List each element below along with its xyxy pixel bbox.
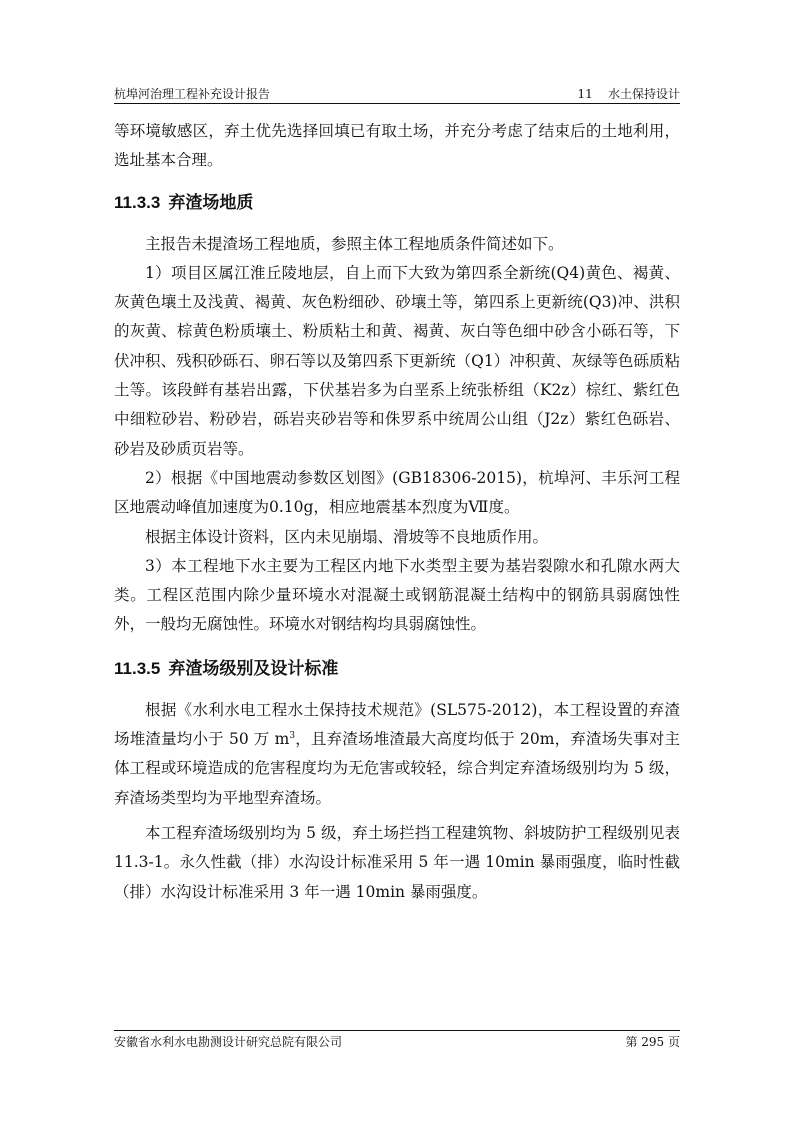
header-report-title: 杭埠河治理工程补充设计报告 [114, 87, 271, 101]
footer-page-number: 第 295 页 [625, 1035, 680, 1049]
paragraph: 1）项目区属江淮丘陵地层，自上而下大致为第四系全新统(Q4)黄色、褐黄、灰黄色壤土及浅黄、褐黄、灰色粉细砂、砂壤土等，第四系上更新统(Q3)冲、洪积的灰黄、棕黄色粉质壤土、粉质粘土和黄、褐黄、灰白等色细中砂含小砾石等，下伏冲积、残积砂砾石、卵石等以及第四系下更新统（Q1）冲积黄、灰绿等色砾质粘土等。该段鲜有基岩出露，下伏基岩多为白垩系上统张桥组（K2z）棕红、紫红色中细粒砂岩、粉砂岩，砾岩夹砂岩等和侏罗系中统周公山组（J2z）紫红色砾岩、砂岩及砂质页岩等。 [114, 263, 680, 458]
section-number: 11.3.3 [114, 192, 161, 212]
page-body [114, 117, 680, 907]
page-footer [114, 1033, 680, 1050]
header-chapter-title: 11 水土保持设计 [577, 87, 680, 101]
section-title: 弃渣场地质 [168, 192, 254, 213]
section-heading-11-3-3 [114, 190, 680, 216]
intro-paragraph: 等环境敏感区，弃土优先选择回填已有取土场，并充分考虑了结束后的土地利用，选址基本合理。 [114, 122, 680, 170]
paragraph-text: ，且弃渣场堆渣最大高度均低于 20m，弃渣场失事对主体工程或环境造成的危害程度均为无危害或较轻，综合判定弃渣场级别均为 5 级，弃渣场类型均为平地型弃渣场。 [114, 730, 680, 807]
paragraph: 2）根据《中国地震动参数区划图》(GB18306-2015)，杭埠河、丰乐河工程区地震动峰值加速度为0.10g，相应地震基本烈度为Ⅶ度。 [114, 468, 680, 517]
superscript: 3 [289, 730, 296, 741]
paragraph: 主报告未提渣场工程地质，参照主体工程地质条件简述如下。 [145, 234, 564, 253]
paragraph: 3）本工程地下水主要为工程区内地下水类型主要为基岩裂隙水和孔隙水两大类。工程区范围内除少量环境水对混凝土或钢筋混凝土结构中的钢筋具弱腐蚀性外，一般均无腐蚀性。环境水对钢结构均具弱腐蚀性。 [114, 556, 680, 634]
section-number: 11.3.5 [114, 658, 161, 678]
section-heading-11-3-5 [114, 656, 680, 682]
header-divider [114, 103, 680, 104]
paragraph-text: 根据《水利水电工程水土保持技术规范》(SL575-2012)，本工程设置的弃渣场堆渣量均小于 50 万 m [114, 700, 680, 749]
section-title: 弃渣场级别及设计标准 [168, 658, 339, 679]
paragraph: 根据主体设计资料，区内未见崩塌、滑坡等不良地质作用。 [145, 527, 549, 546]
footer-company: 安徽省水利水电勘测设计研究总院有限公司 [114, 1035, 343, 1049]
paragraph [114, 696, 680, 813]
footer-divider [114, 1030, 680, 1031]
page-header [114, 80, 680, 102]
paragraph: 本工程弃渣场级别均为 5 级，弃土场拦挡工程建筑物、斜坡防护工程级别见表 11.3-1。永久性截（排）水沟设计标准采用 5 年一遇 10min 暴雨强度，临时性截（排）水沟设计标准采用 3 年一遇 10min 暴雨强度。 [114, 823, 680, 901]
